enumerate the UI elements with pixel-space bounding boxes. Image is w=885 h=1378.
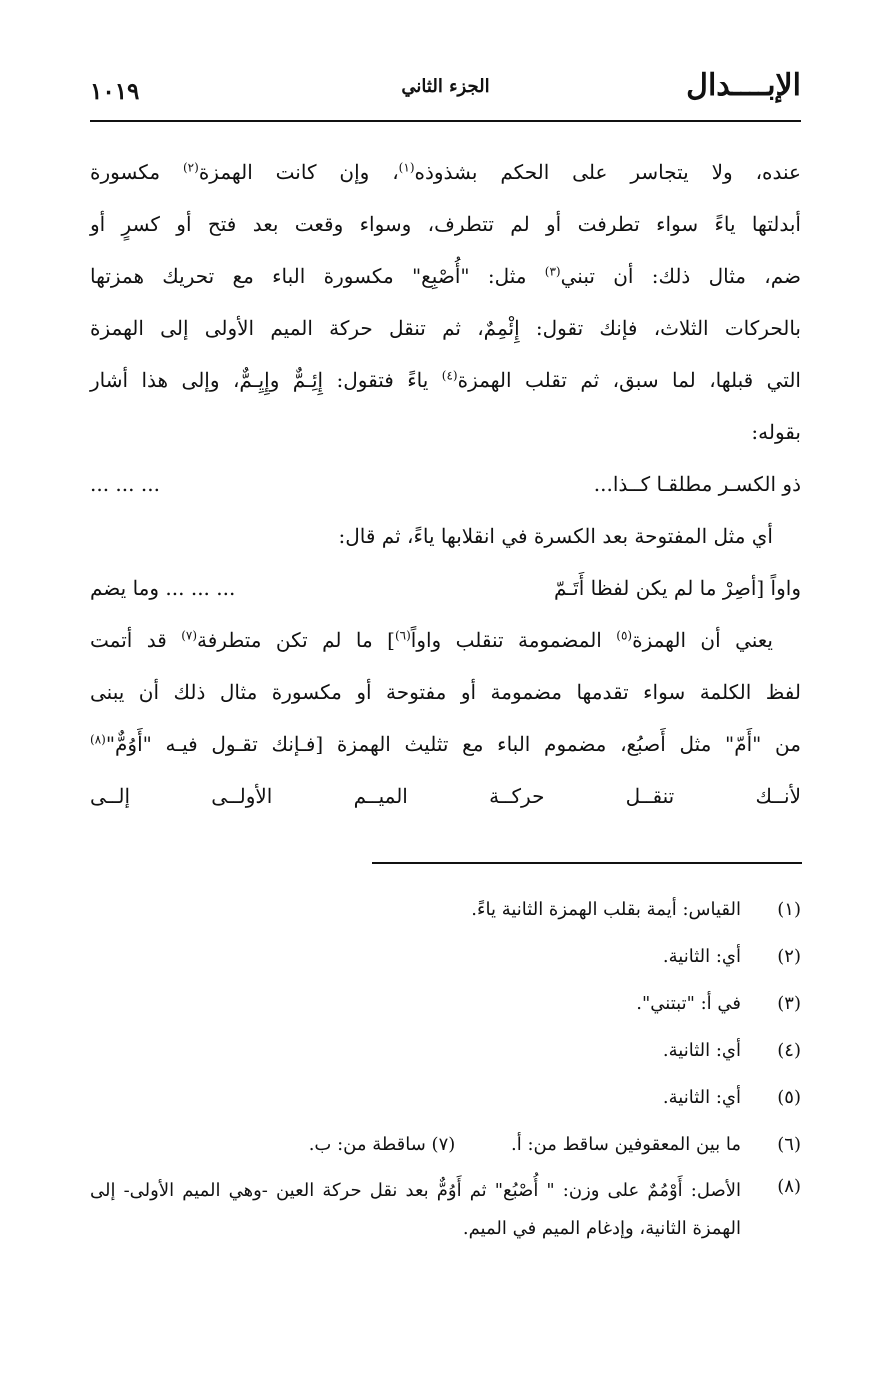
- footnote-number: (٨): [777, 1176, 801, 1197]
- footnote-text: في أ: "تبتني".: [636, 993, 741, 1014]
- footnote-text: أي: الثانية.: [662, 1087, 741, 1108]
- verse-line: [90, 562, 801, 614]
- verse-line: [90, 458, 801, 510]
- text-line: ضم، مثال ذلك: أن تبني$^{(٣)}$ مثل: "أُصْبِع" مكسورة الباء مع تحريك همزتها: [90, 264, 801, 288]
- footnote-number: (٦): [777, 1134, 801, 1155]
- verse-second-hemistich: ... ... ...: [90, 472, 160, 496]
- footnote-number: (٣): [777, 993, 801, 1014]
- footnote: [90, 1168, 801, 1248]
- text-line: لأنــك تنقــل حركــة الميــم الأولــى إلــى: [90, 784, 801, 808]
- text-line: يعني أن الهمزة$^{(٥)}$ المضمومة تنقلب واواً$^{(٦)}$] ما لم تكن متطرفة$^{(٧)}$ قد أتمت: [90, 628, 773, 652]
- text-line: لفظ الكلمة سواء تقدمها مضمومة أو مفتوحة أو مكسورة مثال ذلك أن يبنى: [90, 680, 801, 704]
- text-line: أبدلتها ياءً سواء تطرفت أو لم تتطرف، وسواء وقعت بعد فتح أو كسرٍ أو: [90, 212, 801, 236]
- footnote: [90, 886, 801, 933]
- chapter-title: الإبــــدال: [686, 68, 801, 103]
- footnote: [90, 933, 801, 980]
- text-line: بالحركات الثلاث، فإنك تقول: إِئْمِمٌ، ثم تنقل حركة الميم الأولى إلى الهمزة: [90, 316, 801, 340]
- volume-label: الجزء الثاني: [401, 76, 490, 97]
- header-rule: [90, 120, 801, 122]
- footnote-number: (٧): [431, 1134, 456, 1155]
- footnote: [90, 1121, 801, 1168]
- verse-first-hemistich: واواً [أصِرْ ما لم يكن لفظا أَتَـمّ: [553, 576, 801, 600]
- text-line: أي مثل المفتوحة بعد الكسرة في انقلابها ياءً، ثم قال:: [338, 524, 773, 548]
- footnote-number: (٢): [777, 946, 801, 967]
- footnote-text: أي: الثانية.: [662, 946, 741, 967]
- footnote: [90, 1027, 801, 1074]
- footnote-text: القياس: أيمة بقلب الهمزة الثانية ياءً.: [471, 899, 741, 920]
- verse-second-hemistich: ... ... ... وما يضم: [90, 576, 236, 600]
- footnote-rule: [372, 862, 802, 864]
- running-header: [90, 62, 801, 122]
- verse-first-hemistich: ذو الكسـر مطلقـا كــذا...: [593, 472, 801, 496]
- footnote-number: (٥): [777, 1087, 801, 1108]
- footnote: [90, 980, 801, 1027]
- footnote-number: (١): [777, 899, 801, 920]
- footnote-number: (٤): [777, 1040, 801, 1061]
- text-line: بقوله:: [751, 420, 801, 444]
- text-line: التي قبلها، لما سبق، ثم تقلب الهمزة$^{(٤)}$ ياءً فتقول: إِئِـمٌّ وإِيِـمٌّ، وإلى هذا أشار: [90, 368, 801, 392]
- footnote-text: ساقطة من: ب.: [308, 1134, 426, 1155]
- footnote-text: أي: الثانية.: [662, 1040, 741, 1061]
- footnotes: [90, 886, 801, 1248]
- page-number: ١٠١٩: [90, 78, 140, 105]
- footnote: [90, 1074, 801, 1121]
- text-line: عنده، ولا يتجاسر على الحكم بشذوذه$^{(١)}$، وإن كانت الهمزة$^{(٢)}$ مكسورة: [90, 160, 801, 184]
- main-text: [90, 146, 801, 822]
- footnote-text: الأصل: أَوْمُمٌ على وزن: " أُصْبُع" ثم أَوُمٌّ بعد نقل حركة العين -وهي الميم الأولى- إلى الهمزة الثانية، وإدغام الميم في الميم.: [90, 1180, 741, 1239]
- text-line: من "أَمّ" مثل أَصبُع، مضموم الباء مع تثليث الهمزة [فـإنك تقـول فيـه "أَوُمٌّ"$^{(٨)}$: [90, 732, 801, 756]
- footnote-text: ما بين المعقوفين ساقط من: أ.: [511, 1134, 741, 1155]
